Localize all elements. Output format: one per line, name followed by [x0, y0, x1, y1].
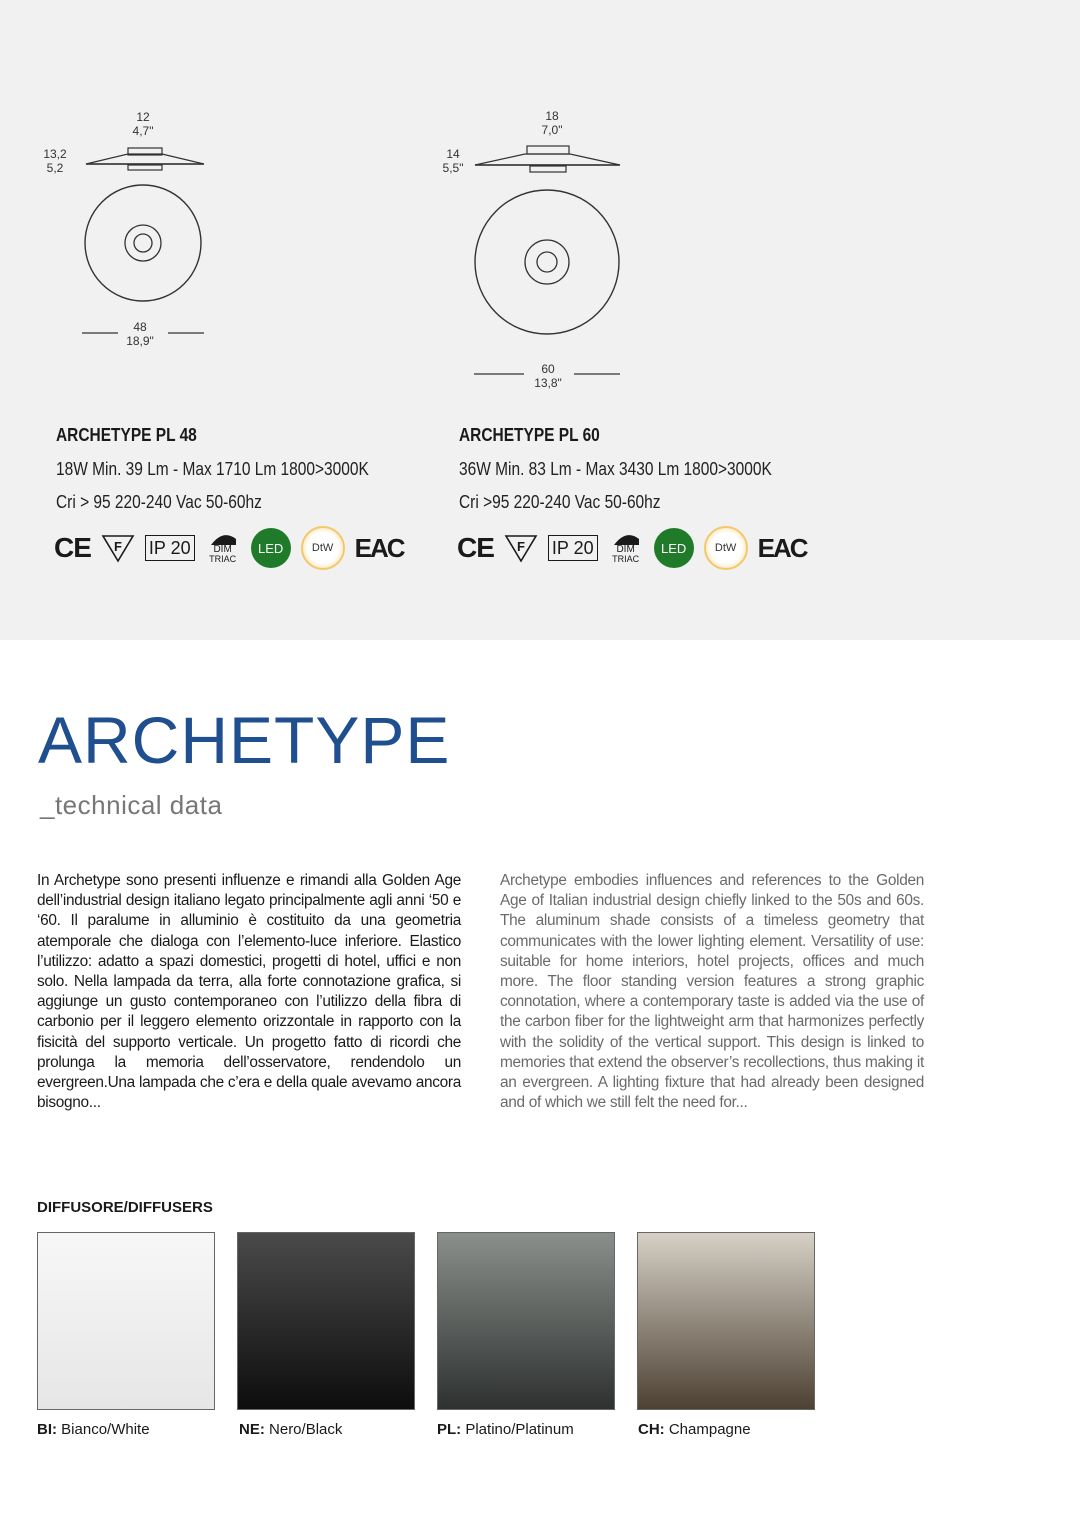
pl48-drawing	[80, 140, 220, 340]
ce-mark-icon: CE	[54, 532, 91, 563]
f-mark-icon	[101, 533, 135, 563]
dtw-badge: DtW	[704, 526, 748, 570]
product-pl60	[459, 425, 859, 513]
pl60-diameter-dim: 60 13,8"	[534, 362, 562, 390]
swatch-label-black: NE: Nero/Black	[239, 1421, 343, 1438]
product-name: ARCHETYPE PL 60	[459, 425, 600, 445]
swatch-label-platinum: PL: Platino/Platinum	[437, 1421, 574, 1438]
product-spec-line1: 36W Min. 83 Lm - Max 3430 Lm 1800>3000K	[459, 459, 772, 479]
dtw-badge: DtW	[301, 526, 345, 570]
swatch-white	[37, 1232, 215, 1410]
pl60-top-dim: 18 7,0"	[541, 109, 563, 137]
cert-row-pl60	[457, 526, 817, 570]
cert-row-pl48	[54, 526, 414, 570]
product-spec-line2: Cri >95 220-240 Vac 50-60hz	[459, 492, 661, 512]
eac-mark-icon: EAC	[354, 532, 404, 563]
diffusers-heading: DIFFUSORE/DIFFUSERS	[37, 1199, 213, 1216]
product-name: ARCHETYPE PL 48	[56, 425, 197, 445]
ce-mark-icon: CE	[457, 532, 494, 563]
dim-triac-icon: DIM TRIAC	[608, 533, 644, 564]
eac-mark-icon: EAC	[757, 532, 807, 563]
led-badge: LED	[251, 528, 291, 568]
ip20-badge: IP 20	[548, 535, 598, 561]
ip20-badge: IP 20	[145, 535, 195, 561]
product-spec-line2: Cri > 95 220-240 Vac 50-60hz	[56, 492, 262, 512]
f-mark-icon	[504, 533, 538, 563]
pl48-top-dim: 12 4,7"	[132, 110, 154, 138]
led-badge: LED	[654, 528, 694, 568]
svg-text:F: F	[113, 539, 122, 554]
pl60-diameter-lines	[472, 369, 622, 379]
description-english: Archetype embodies influences and references to the Golden Age of Italian industrial design chiefly linked to the 50s and 60s. The aluminum shade consists of a timeless geometry that communicates with the lower lighting element. Versatility of use: suitable for home interiors, hotel projects, offices and much more. The floor standing version features a strong graphic connotation, where a contemporary taste is added via the use of the carbon fiber for the lightweight arm that harmonizes perfectly with the solidity of the vertical support. This design is linked to memories that extend the observer’s recollections, thus making it an evergreen. A lighting fixture that had already been designed and of which we still felt the need for...	[500, 872, 924, 1112]
pl48-diameter-lines	[80, 328, 210, 338]
product-spec-line1: 18W Min. 39 Lm - Max 1710 Lm 1800>3000K	[56, 459, 369, 479]
svg-text:F: F	[516, 539, 525, 554]
swatch-champagne	[637, 1232, 815, 1410]
product-pl48	[56, 425, 456, 513]
page-subtitle: _technical data	[40, 790, 223, 820]
swatch-platinum	[437, 1232, 615, 1410]
swatch-black	[237, 1232, 415, 1410]
pl60-height-dim: 14 5,5"	[442, 147, 464, 175]
pl60-drawing	[470, 140, 630, 350]
technical-drawings-panel	[0, 0, 1080, 640]
description-italian: In Archetype sono presenti influenze e rimandi alla Golden Age dell’industrial design italiano legato principalmente agli anni ‘50 e ‘60. Il paralume in alluminio è costituito da una geometria atemporale che dialoga con l’elemento-luce inferiore. Elastico l’utilizzo: adatto a spazi domestici, progetti di hotel, uffici e non solo. Nella lampada da terra, alla forte connotazione grafica, si aggiunge un gusto contemporaneo con l’utilizzo della fibra di carbonio per il leggero elemento orizzontale in rapporto con la fisicità del supporto verticale. Un progetto fatto di ricordi che prolunga la memoria dell’osservatore, rendendolo un evergreen.Una lampada che c’era e della quale avevamo ancora bisogno...	[37, 872, 461, 1112]
page-title: ARCHETYPE	[38, 703, 451, 777]
pl48-diameter-dim: 48 18,9"	[126, 320, 154, 348]
dim-triac-icon: DIM TRIAC	[205, 533, 241, 564]
pl48-height-dim: 13,2 5,2	[43, 147, 67, 175]
swatch-label-champagne: CH: Champagne	[638, 1421, 751, 1438]
swatch-label-white: BI: Bianco/White	[37, 1421, 150, 1438]
